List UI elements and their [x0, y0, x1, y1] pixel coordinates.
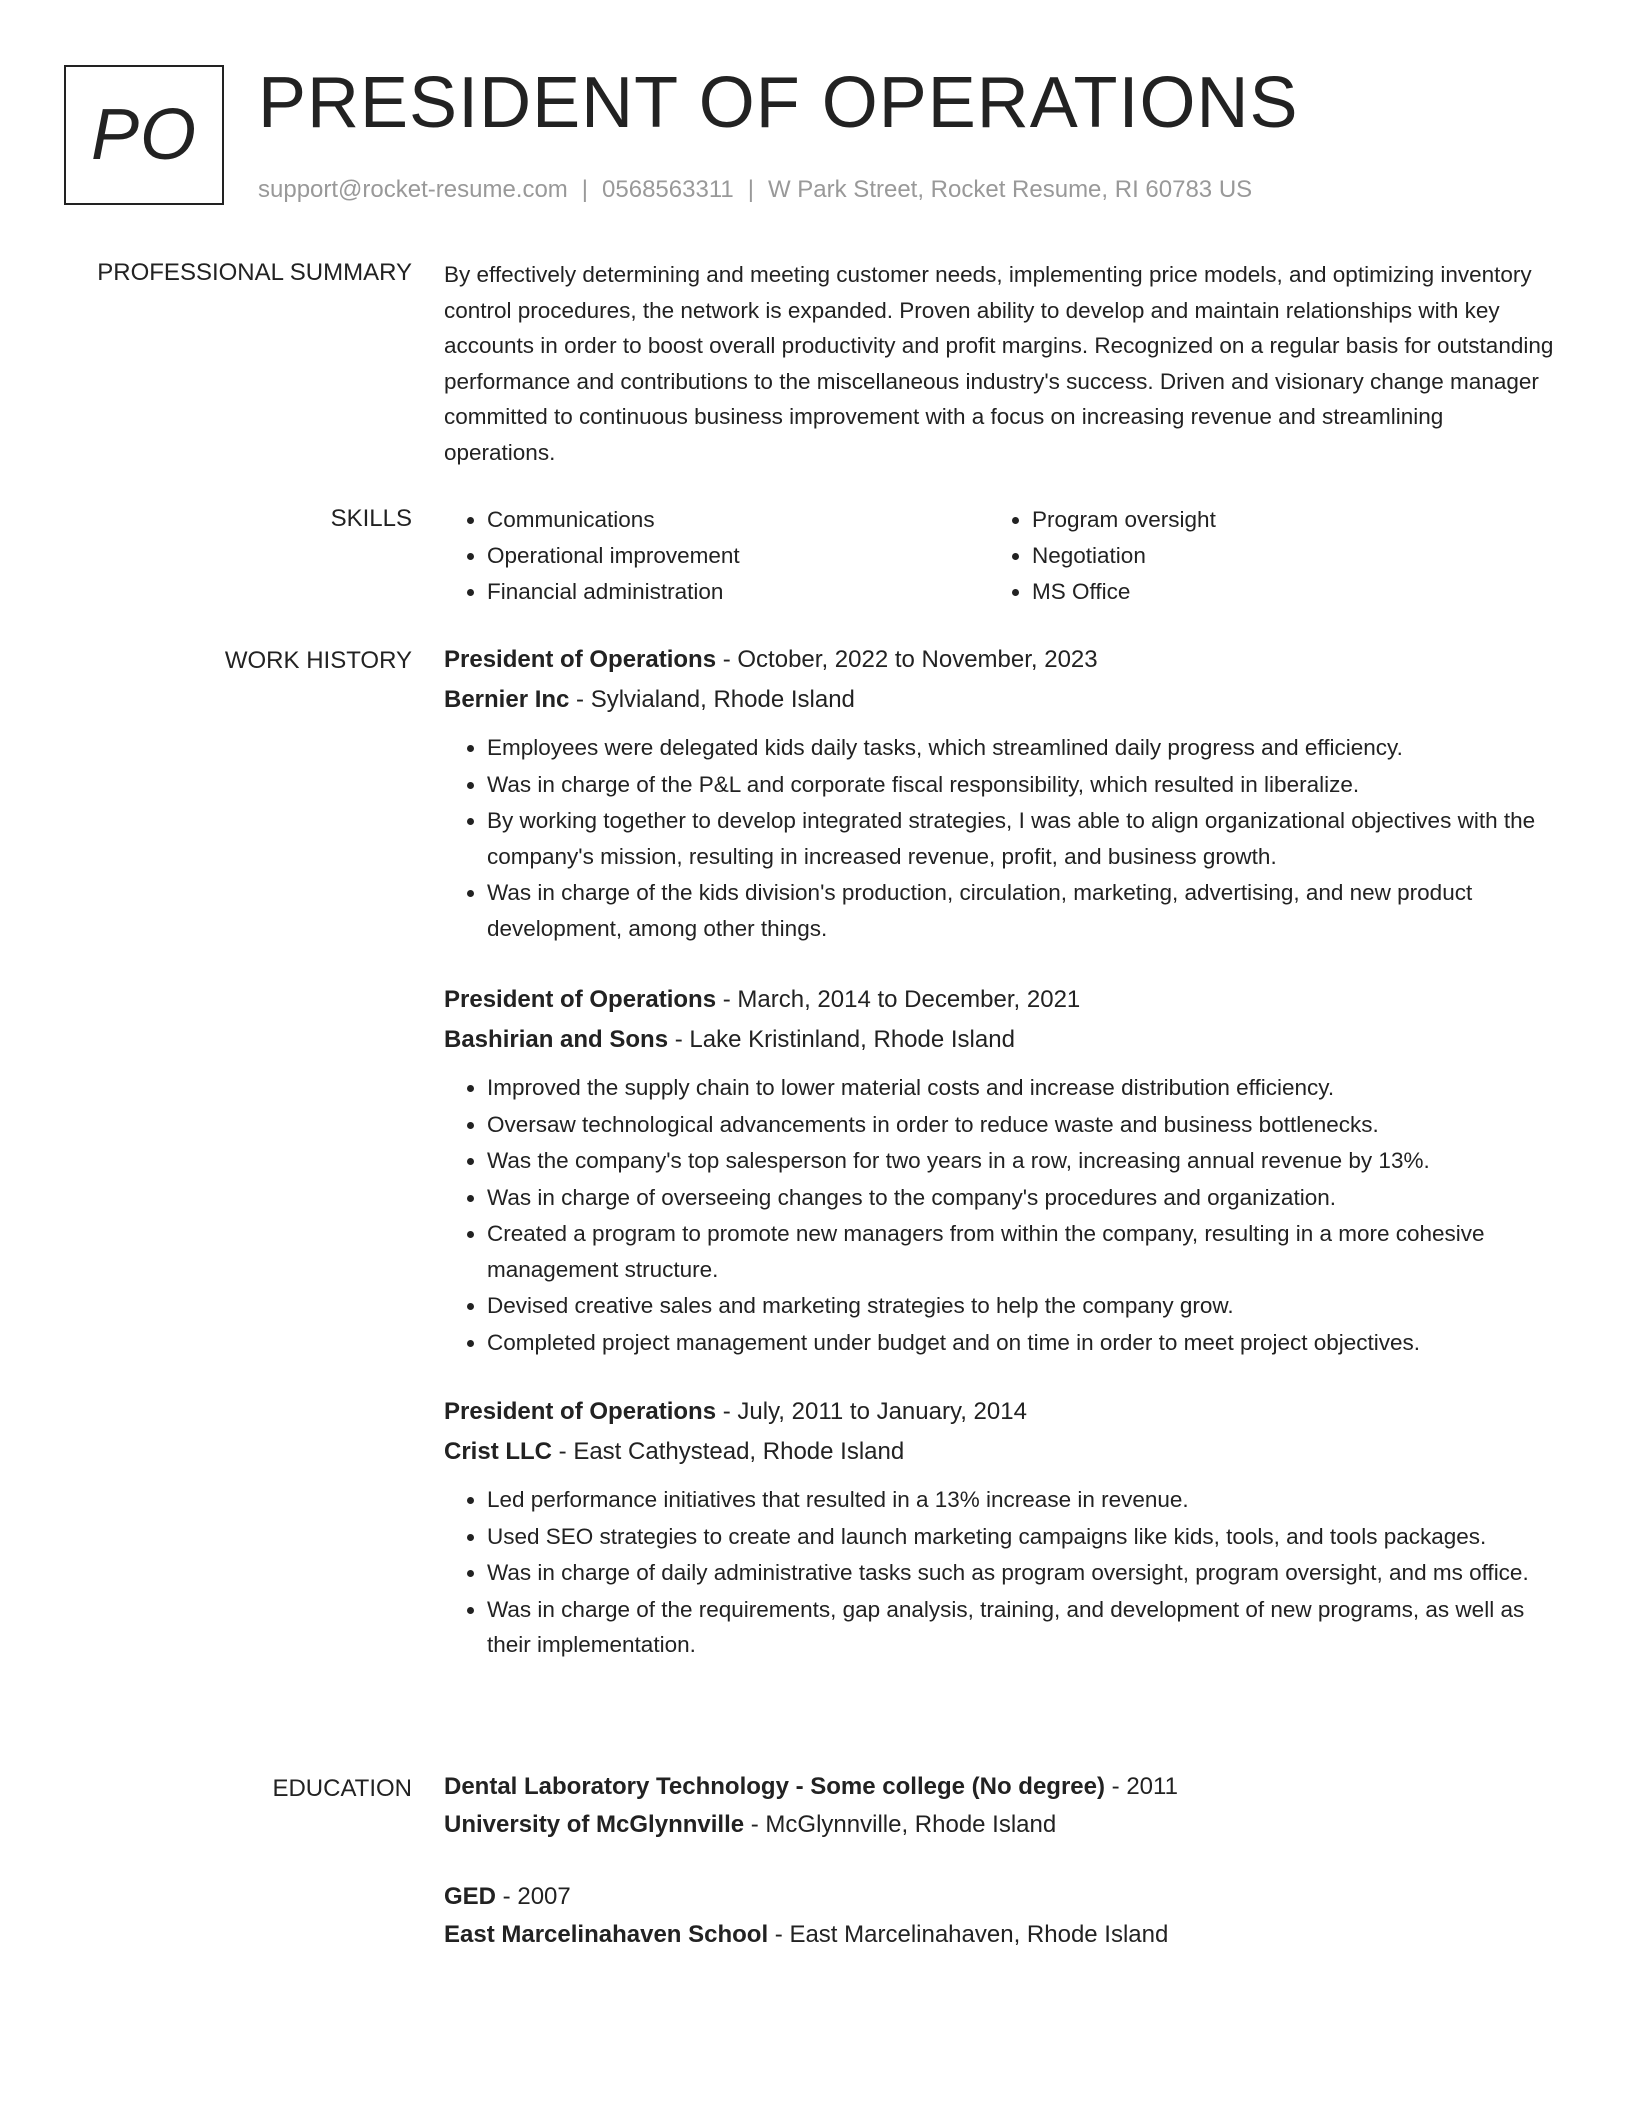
education-school-line	[444, 1806, 1556, 1844]
job-dates: - March, 2014 to December, 2021	[716, 986, 1081, 1013]
skills-list-right	[989, 502, 1534, 610]
summary-heading: PROFESSIONAL SUMMARY	[97, 259, 412, 286]
job-bullets	[444, 1482, 1556, 1663]
education-year: - 2007	[496, 1883, 571, 1910]
job-company-line	[444, 1432, 1556, 1472]
job-title: President of Operations	[444, 646, 717, 673]
job-company: Bernier Inc	[444, 686, 570, 713]
job-entry	[444, 640, 1556, 947]
education-degree-line	[444, 1878, 1556, 1916]
job-entry	[444, 980, 1556, 1361]
contact-line	[258, 173, 1252, 207]
job-bullet: • Was in charge of the requirements, gap analysis, training, and development of new programs, as well as their implementation.	[487, 1592, 1556, 1663]
skills-heading: SKILLS	[330, 505, 412, 532]
contact-separator: |	[581, 176, 589, 203]
job-title: President of Operations	[444, 986, 717, 1013]
education-school: University of McGlynnville	[444, 1811, 745, 1838]
skill-item: • Negotiation	[1032, 538, 1534, 574]
job-bullet: • Completed project management under budget and on time in order to meet project objectives.	[487, 1325, 1556, 1361]
job-location: - Lake Kristinland, Rhode Island	[668, 1026, 1015, 1053]
education-entry	[444, 1768, 1556, 1844]
job-company-line	[444, 1020, 1556, 1060]
job-entry	[444, 1392, 1556, 1664]
contact-phone: 0568563311	[602, 176, 734, 203]
education-heading: EDUCATION	[272, 1775, 412, 1802]
skill-item: • Financial administration	[487, 574, 989, 610]
contact-separator: |	[747, 176, 754, 203]
monogram-initials: PO	[90, 95, 198, 175]
job-bullet: • Was in charge of the P&L and corporate fiscal responsibility, which resulted in liberalize.	[487, 767, 1556, 803]
job-dates: - July, 2011 to January, 2014	[716, 1398, 1027, 1425]
job-bullet: • Oversaw technological advancements in order to reduce waste and business bottlenecks.	[487, 1107, 1556, 1143]
job-company-line	[444, 680, 1556, 720]
resume-title: PRESIDENT OF OPERATIONS	[258, 63, 1299, 143]
job-title: President of Operations	[444, 1398, 717, 1425]
job-bullet: • Was in charge of daily administrative tasks such as program oversight, program oversight, and ms office.	[487, 1555, 1556, 1591]
skill-item: • Operational improvement	[487, 538, 989, 574]
skill-item: • MS Office	[1032, 574, 1534, 610]
job-bullets	[444, 730, 1556, 946]
summary-section	[444, 257, 1556, 470]
job-bullet: • Improved the supply chain to lower material costs and increase distribution efficiency.	[487, 1070, 1556, 1106]
skill-item: • Program oversight	[1032, 502, 1534, 538]
job-company: Crist LLC	[444, 1438, 552, 1465]
job-location: - Sylvialand, Rhode Island	[569, 686, 855, 713]
job-title-line	[444, 1392, 1556, 1432]
skills-list-left	[444, 502, 989, 610]
job-bullet: • Devised creative sales and marketing strategies to help the company grow.	[487, 1288, 1556, 1324]
job-bullet: • By working together to develop integrated strategies, I was able to align organizational objectives with the company's mission, resulting in increased revenue, profit, and business growth.	[487, 803, 1556, 874]
education-location: - McGlynnville, Rhode Island	[744, 1811, 1057, 1838]
job-bullet: • Was the company's top salesperson for two years in a row, increasing annual revenue by 13%.	[487, 1143, 1556, 1179]
skills-section	[444, 502, 1556, 610]
work-history-heading: WORK HISTORY	[224, 647, 412, 674]
job-dates: - October, 2022 to November, 2023	[716, 646, 1098, 673]
monogram-box	[64, 65, 224, 205]
job-bullet: • Created a program to promote new managers from within the company, resulting in a more cohesive management structure.	[487, 1216, 1556, 1287]
job-bullet: • Used SEO strategies to create and launch marketing campaigns like kids, tools, and tools packages.	[487, 1519, 1556, 1555]
job-title-line	[444, 980, 1556, 1020]
education-entry	[444, 1878, 1556, 1954]
contact-address: W Park Street, Rocket Resume, RI 60783 US	[767, 176, 1253, 203]
job-company: Bashirian and Sons	[444, 1026, 669, 1053]
education-location: - East Marcelinahaven, Rhode Island	[768, 1921, 1169, 1948]
job-bullet: • Was in charge of overseeing changes to the company's procedures and organization.	[487, 1180, 1556, 1216]
job-title-line	[444, 640, 1556, 680]
job-bullet: • Employees were delegated kids daily tasks, which streamlined daily progress and efficiency.	[487, 730, 1556, 766]
education-year: - 2011	[1105, 1773, 1178, 1800]
contact-email: support@rocket-resume.com	[258, 176, 568, 203]
job-location: - East Cathystead, Rhode Island	[552, 1438, 905, 1465]
job-bullet: • Led performance initiatives that resulted in a 13% increase in revenue.	[487, 1482, 1556, 1518]
education-degree: GED	[444, 1883, 497, 1910]
job-bullets	[444, 1070, 1556, 1360]
education-school-line	[444, 1916, 1556, 1954]
job-bullet: • Was in charge of the kids division's production, circulation, marketing, advertising, and new product development, among other things.	[487, 875, 1556, 946]
education-section	[444, 1768, 1556, 1954]
education-degree-line	[444, 1768, 1556, 1806]
skill-item: • Communications	[487, 502, 989, 538]
education-school: East Marcelinahaven School	[444, 1921, 769, 1948]
summary-text: By effectively determining and meeting customer needs, implementing price models, and optimizing inventory control procedures, the network is expanded. Proven ability to develop and maintain relationships with key accounts in order to boost overall productivity and profit margins. Recognized on a regular basis for outstanding performance and contributions to the miscellaneous industry's success. Driven and visionary change manager committed to continuous business improvement with a focus on increasing revenue and streamlining operations.	[444, 262, 1554, 465]
education-degree: Dental Laboratory Technology - Some college (No degree)	[444, 1773, 1105, 1800]
